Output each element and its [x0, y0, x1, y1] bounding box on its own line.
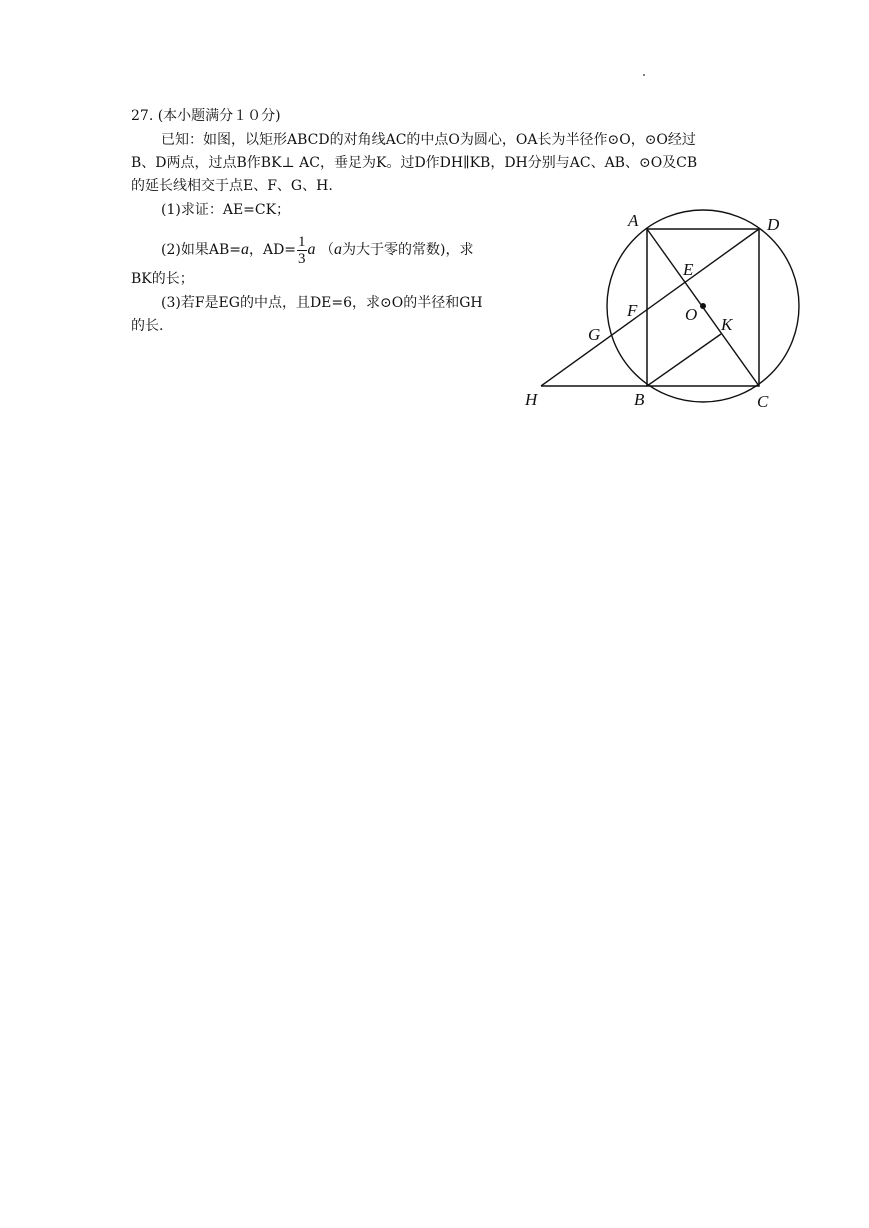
paren-open: （ [320, 242, 334, 258]
label-f: F [627, 301, 638, 320]
part-2-line-1 [161, 232, 473, 268]
stem-line-1: 已知：如图，以矩形ABCD的对角线AC的中点O为圆心，OA长为半径作⊙O，⊙O经过 [161, 132, 696, 148]
stem-line-3: 的延长线相交于点E、F、G、H. [131, 178, 333, 194]
label-k: K [721, 315, 733, 334]
label-d: D [767, 215, 780, 234]
label-b: B [634, 390, 645, 409]
var-a: a [240, 241, 249, 258]
part-1-text: (1)求证：AE=CK； [161, 202, 291, 218]
label-h: H [525, 390, 538, 409]
label-a: A [628, 211, 639, 230]
fraction-denominator: 3 [298, 250, 306, 267]
part-3-line-1: (3)若F是EG的中点，且DE=6，求⊙O的半径和GH [161, 295, 483, 311]
fraction-one-third [297, 234, 307, 267]
stem-line-2: B、D两点，过点B作BK⊥ AC，垂足为K。过D作DH∥KB，DH分别与AC、AB、⊙O及CB [131, 155, 698, 171]
label-g: G [588, 325, 601, 344]
problem-heading [131, 107, 281, 125]
problem-number: 27. [131, 108, 154, 124]
part-3-line-2: 的长. [131, 318, 164, 334]
var-a-2: a [307, 241, 316, 258]
segment-bk [647, 334, 721, 386]
part-2-line-2: BK的长； [131, 271, 194, 287]
scan-dot [643, 74, 645, 76]
part-2-suffix: 为大于零的常数)，求 [342, 242, 474, 258]
label-e: E [683, 260, 694, 279]
center-point-o [700, 303, 706, 309]
problem-score-note: (本小题满分１０分) [157, 108, 281, 124]
part-2-prefix: (2)如果AB= [161, 242, 241, 258]
label-c: C [757, 392, 769, 411]
var-a-3: a [334, 241, 342, 258]
part-2-mid: ，AD= [248, 242, 297, 258]
geometry-figure [510, 200, 810, 415]
fraction-numerator: 1 [298, 233, 306, 250]
line-dh [541, 229, 759, 386]
label-o: O [685, 305, 698, 324]
